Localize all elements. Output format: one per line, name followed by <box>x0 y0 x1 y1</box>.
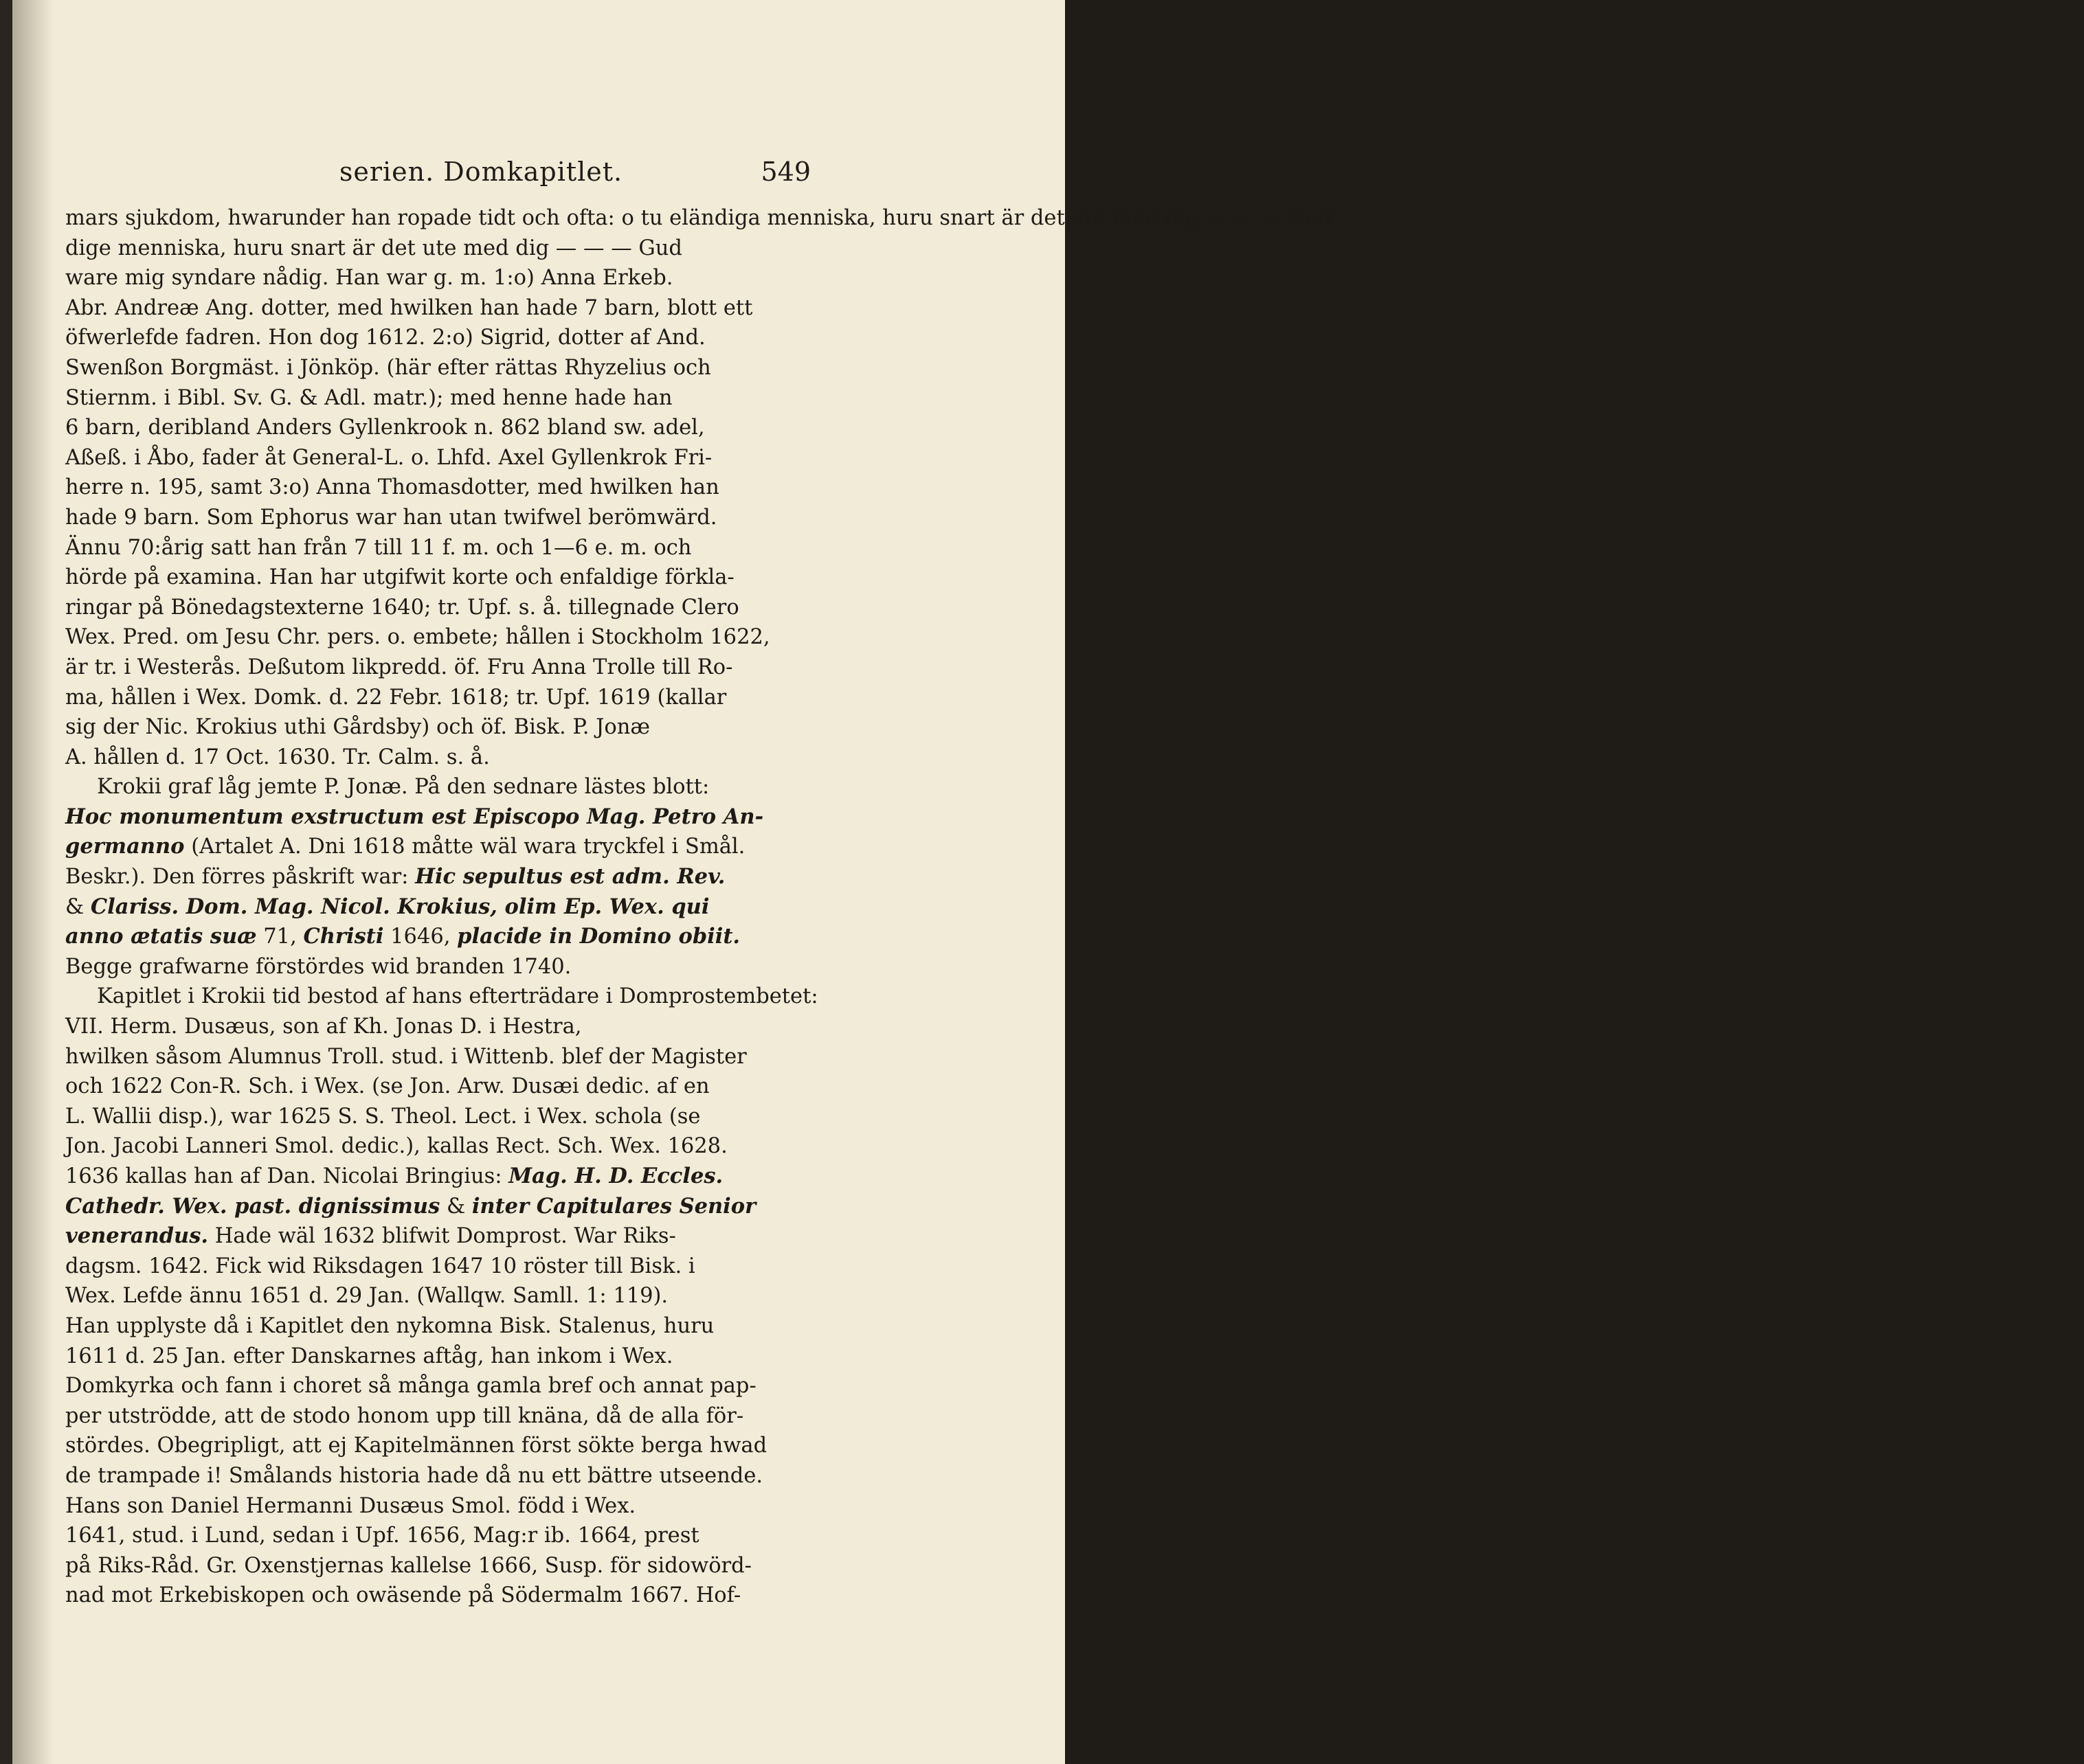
book-gutter <box>0 0 12 1764</box>
text-span: per utströdde, att de stodo honom upp till knäna, då de alla för- <box>65 1403 744 1428</box>
text-span: & <box>440 1194 472 1219</box>
text-span: (Artalet A. Dni 1618 måtte wäl wara tryckfel i Smål. <box>184 835 746 859</box>
text-line <box>65 1042 818 1072</box>
text-line <box>65 832 818 862</box>
italic-latin-span: Hic sepultus est adm. Rev. <box>415 864 726 890</box>
text-line <box>65 712 818 743</box>
text-line <box>65 413 818 443</box>
text-line <box>65 922 818 952</box>
text-line <box>65 1581 818 1611</box>
text-span: nad mot Erkebiskopen och owäsende på Södermalm 1667. Hof- <box>65 1583 741 1608</box>
text-line <box>65 1551 818 1581</box>
italic-latin-span: placide in Domino obiit. <box>457 924 741 949</box>
text-line <box>65 1491 818 1522</box>
text-span: dige menniska, huru snart är det ute med dig — — — Gud <box>65 236 682 260</box>
text-line <box>65 1281 818 1311</box>
text-line <box>65 473 818 503</box>
text-span: Beskr.). Den förres påskrift war: <box>65 865 416 890</box>
text-span: Hans son Daniel Hermanni Dusæus Smol. född i Wex. <box>65 1493 636 1518</box>
text-line <box>65 263 818 293</box>
text-span: Aßeß. i Åbo, fader åt General-L. o. Lhfd. Axel Gyllenkrok Fri- <box>65 445 713 470</box>
text-span: ringar på Bönedagstexterne 1640; tr. Upf. s. å. tillegnade Clero <box>65 595 739 620</box>
text-span: dagsm. 1642. Fick wid Riksdagen 1647 10 röster till Bisk. i <box>65 1254 695 1278</box>
text-line <box>65 563 818 593</box>
text-line <box>65 383 818 414</box>
page-header <box>110 157 811 188</box>
text-line <box>65 1162 818 1192</box>
text-line <box>65 772 818 802</box>
text-line <box>65 982 818 1012</box>
text-span: Kapitlet i Krokii tid bestod af hans efterträdare i Domprostembetet: <box>97 984 818 1009</box>
text-span: ware mig syndare nådig. Han war g. m. 1:o) Anna Erkeb. <box>65 266 673 291</box>
text-span: 6 barn, deribland Anders Gyllenkrook n. 862 bland sw. adel, <box>65 416 705 440</box>
text-line <box>65 1221 818 1252</box>
text-line <box>65 443 818 473</box>
text-span: Domkyrka och fann i choret så många gamla bref och annat pap- <box>65 1374 757 1399</box>
text-line <box>65 862 818 892</box>
text-line <box>65 533 818 563</box>
text-line <box>65 1311 818 1342</box>
text-span: Begge grafwarne förstördes wid branden 1740. <box>65 954 572 979</box>
text-line <box>65 1192 818 1222</box>
text-line <box>65 503 818 533</box>
text-span: hwilken såsom Alumnus Troll. stud. i Wittenb. blef der Magister <box>65 1044 747 1069</box>
text-span: de trampade i! Smålands historia hade då nu ett bättre utseende. <box>65 1463 763 1488</box>
text-line <box>65 593 818 623</box>
text-span: 71, <box>256 925 304 949</box>
italic-latin-span: Cathedr. Wex. past. dignissimus <box>65 1193 440 1219</box>
text-line <box>65 1371 818 1401</box>
text-span: är tr. i Westerås. Deßutom likpredd. öf. Fru Anna Trolle till Ro- <box>65 655 733 679</box>
text-span: A. hållen d. 17 Oct. 1630. Tr. Calm. s. å. <box>65 745 490 769</box>
text-line <box>65 622 818 653</box>
text-span: Wex. Pred. om Jesu Chr. pers. o. embete; hållen i Stockholm 1622, <box>65 625 770 650</box>
text-line <box>65 323 818 353</box>
text-line <box>65 802 818 833</box>
text-line <box>65 1131 818 1162</box>
italic-latin-span: venerandus. <box>65 1223 209 1249</box>
text-line <box>65 203 1332 234</box>
text-span: Jon. Jacobi Lanneri Smol. dedic.), kallas Rect. Sch. Wex. 1628. <box>65 1134 728 1159</box>
text-span: Abr. Andreæ Ang. dotter, med hwilken han hade 7 barn, blott ett <box>65 295 753 320</box>
text-span: hade 9 barn. Som Ephorus war han utan twifwel berömwärd. <box>65 505 717 530</box>
text-span: och 1622 Con-R. Sch. i Wex. (se Jon. Arw. Dusæi dedic. af en <box>65 1074 710 1099</box>
text-span: L. Wallii disp.), war 1625 S. S. Theol. Lect. i Wex. schola (se <box>65 1104 701 1129</box>
text-span: hörde på examina. Han har utgifwit korte och enfaldige förkla- <box>65 565 735 590</box>
italic-latin-span: Hoc monumentum exstructum est Episcopo Mag. Petro An- <box>65 804 764 829</box>
italic-latin-span: germanno <box>65 834 185 859</box>
text-span: på Riks-Råd. Gr. Oxenstjernas kallelse 1666, Susp. för sidowörd- <box>65 1553 752 1578</box>
text-line <box>65 1521 818 1551</box>
text-span: Han upplyste då i Kapitlet den nykomna Bisk. Stalenus, huru <box>65 1313 715 1338</box>
italic-latin-span: Clariss. Dom. Mag. Nicol. Krokius, olim Ep. Wex. qui <box>90 894 710 919</box>
text-line <box>65 1252 818 1282</box>
text-line <box>65 653 818 683</box>
text-span: ma, hållen i Wex. Domk. d. 22 Febr. 1618; tr. Upf. 1619 (kallar <box>65 685 727 710</box>
italic-latin-span: inter Capitulares Senior <box>471 1193 757 1219</box>
text-line <box>65 743 818 773</box>
body-text <box>65 203 1332 1611</box>
text-span: mars sjukdom, hwarunder han ropade tidt och ofta: o tu eländiga menniska, huru snart är det ute med dig — — — Gud <box>65 206 1332 230</box>
text-span: Krokii graf låg jemte P. Jonæ. På den sednare lästes blott: <box>97 775 710 800</box>
italic-latin-span: Christi <box>303 924 384 949</box>
text-line <box>65 1401 818 1432</box>
text-span: Ännu 70:årig satt han från 7 till 11 f. m. och 1—6 e. m. och <box>65 535 692 560</box>
running-head: serien. Domkapitlet. <box>339 157 623 187</box>
text-line <box>65 353 818 383</box>
text-line <box>65 1072 818 1102</box>
text-line <box>65 1012 818 1042</box>
text-span: 1646, <box>383 925 458 949</box>
text-span: 1636 kallas han af Dan. Nicolai Bringius: <box>65 1164 509 1188</box>
text-line <box>65 234 818 264</box>
text-span: Stiernm. i Bibl. Sv. G. & Adl. matr.); med henne hade han <box>65 385 673 410</box>
text-line <box>65 892 818 923</box>
italic-latin-span: Mag. H. D. Eccles. <box>508 1164 724 1188</box>
text-line <box>65 1431 818 1461</box>
text-span: öfwerlefde fadren. Hon dog 1612. 2:o) Sigrid, dotter af And. <box>65 326 706 350</box>
text-line <box>65 1342 818 1372</box>
text-line <box>65 952 818 982</box>
text-span: Wex. Lefde ännu 1651 d. 29 Jan. (Wallqw. Samll. 1: 119). <box>65 1284 669 1309</box>
text-span: sig der Nic. Krokius uthi Gårdsby) och öf. Bisk. P. Jonæ <box>65 715 651 740</box>
text-span: 1611 d. 25 Jan. efter Danskarnes aftåg, han inkom i Wex. <box>65 1344 673 1368</box>
text-span: Hade wäl 1632 blifwit Domprost. War Riks- <box>208 1224 676 1249</box>
text-span: VII. Herm. Dusæus, son af Kh. Jonas D. i Hestra, <box>65 1015 582 1039</box>
text-line <box>65 1461 818 1491</box>
gutter-shadow <box>12 0 54 1764</box>
text-span: stördes. Obegripligt, att ej Kapitelmännen först sökte berga hwad <box>65 1434 768 1458</box>
text-line <box>65 683 818 713</box>
text-span: & <box>65 894 91 919</box>
italic-latin-span: anno ætatis suæ <box>65 924 257 949</box>
text-line <box>65 293 818 324</box>
text-span: 1641, stud. i Lund, sedan i Upf. 1656, Mag:r ib. 1664, prest <box>65 1524 699 1548</box>
text-line <box>65 1102 818 1132</box>
text-span: herre n. 195, samt 3:o) Anna Thomasdotter, med hwilken han <box>65 475 719 500</box>
page-number: 549 <box>761 157 811 187</box>
text-span: Swenßon Borgmäst. i Jönköp. (här efter rättas Rhyzelius och <box>65 355 711 380</box>
